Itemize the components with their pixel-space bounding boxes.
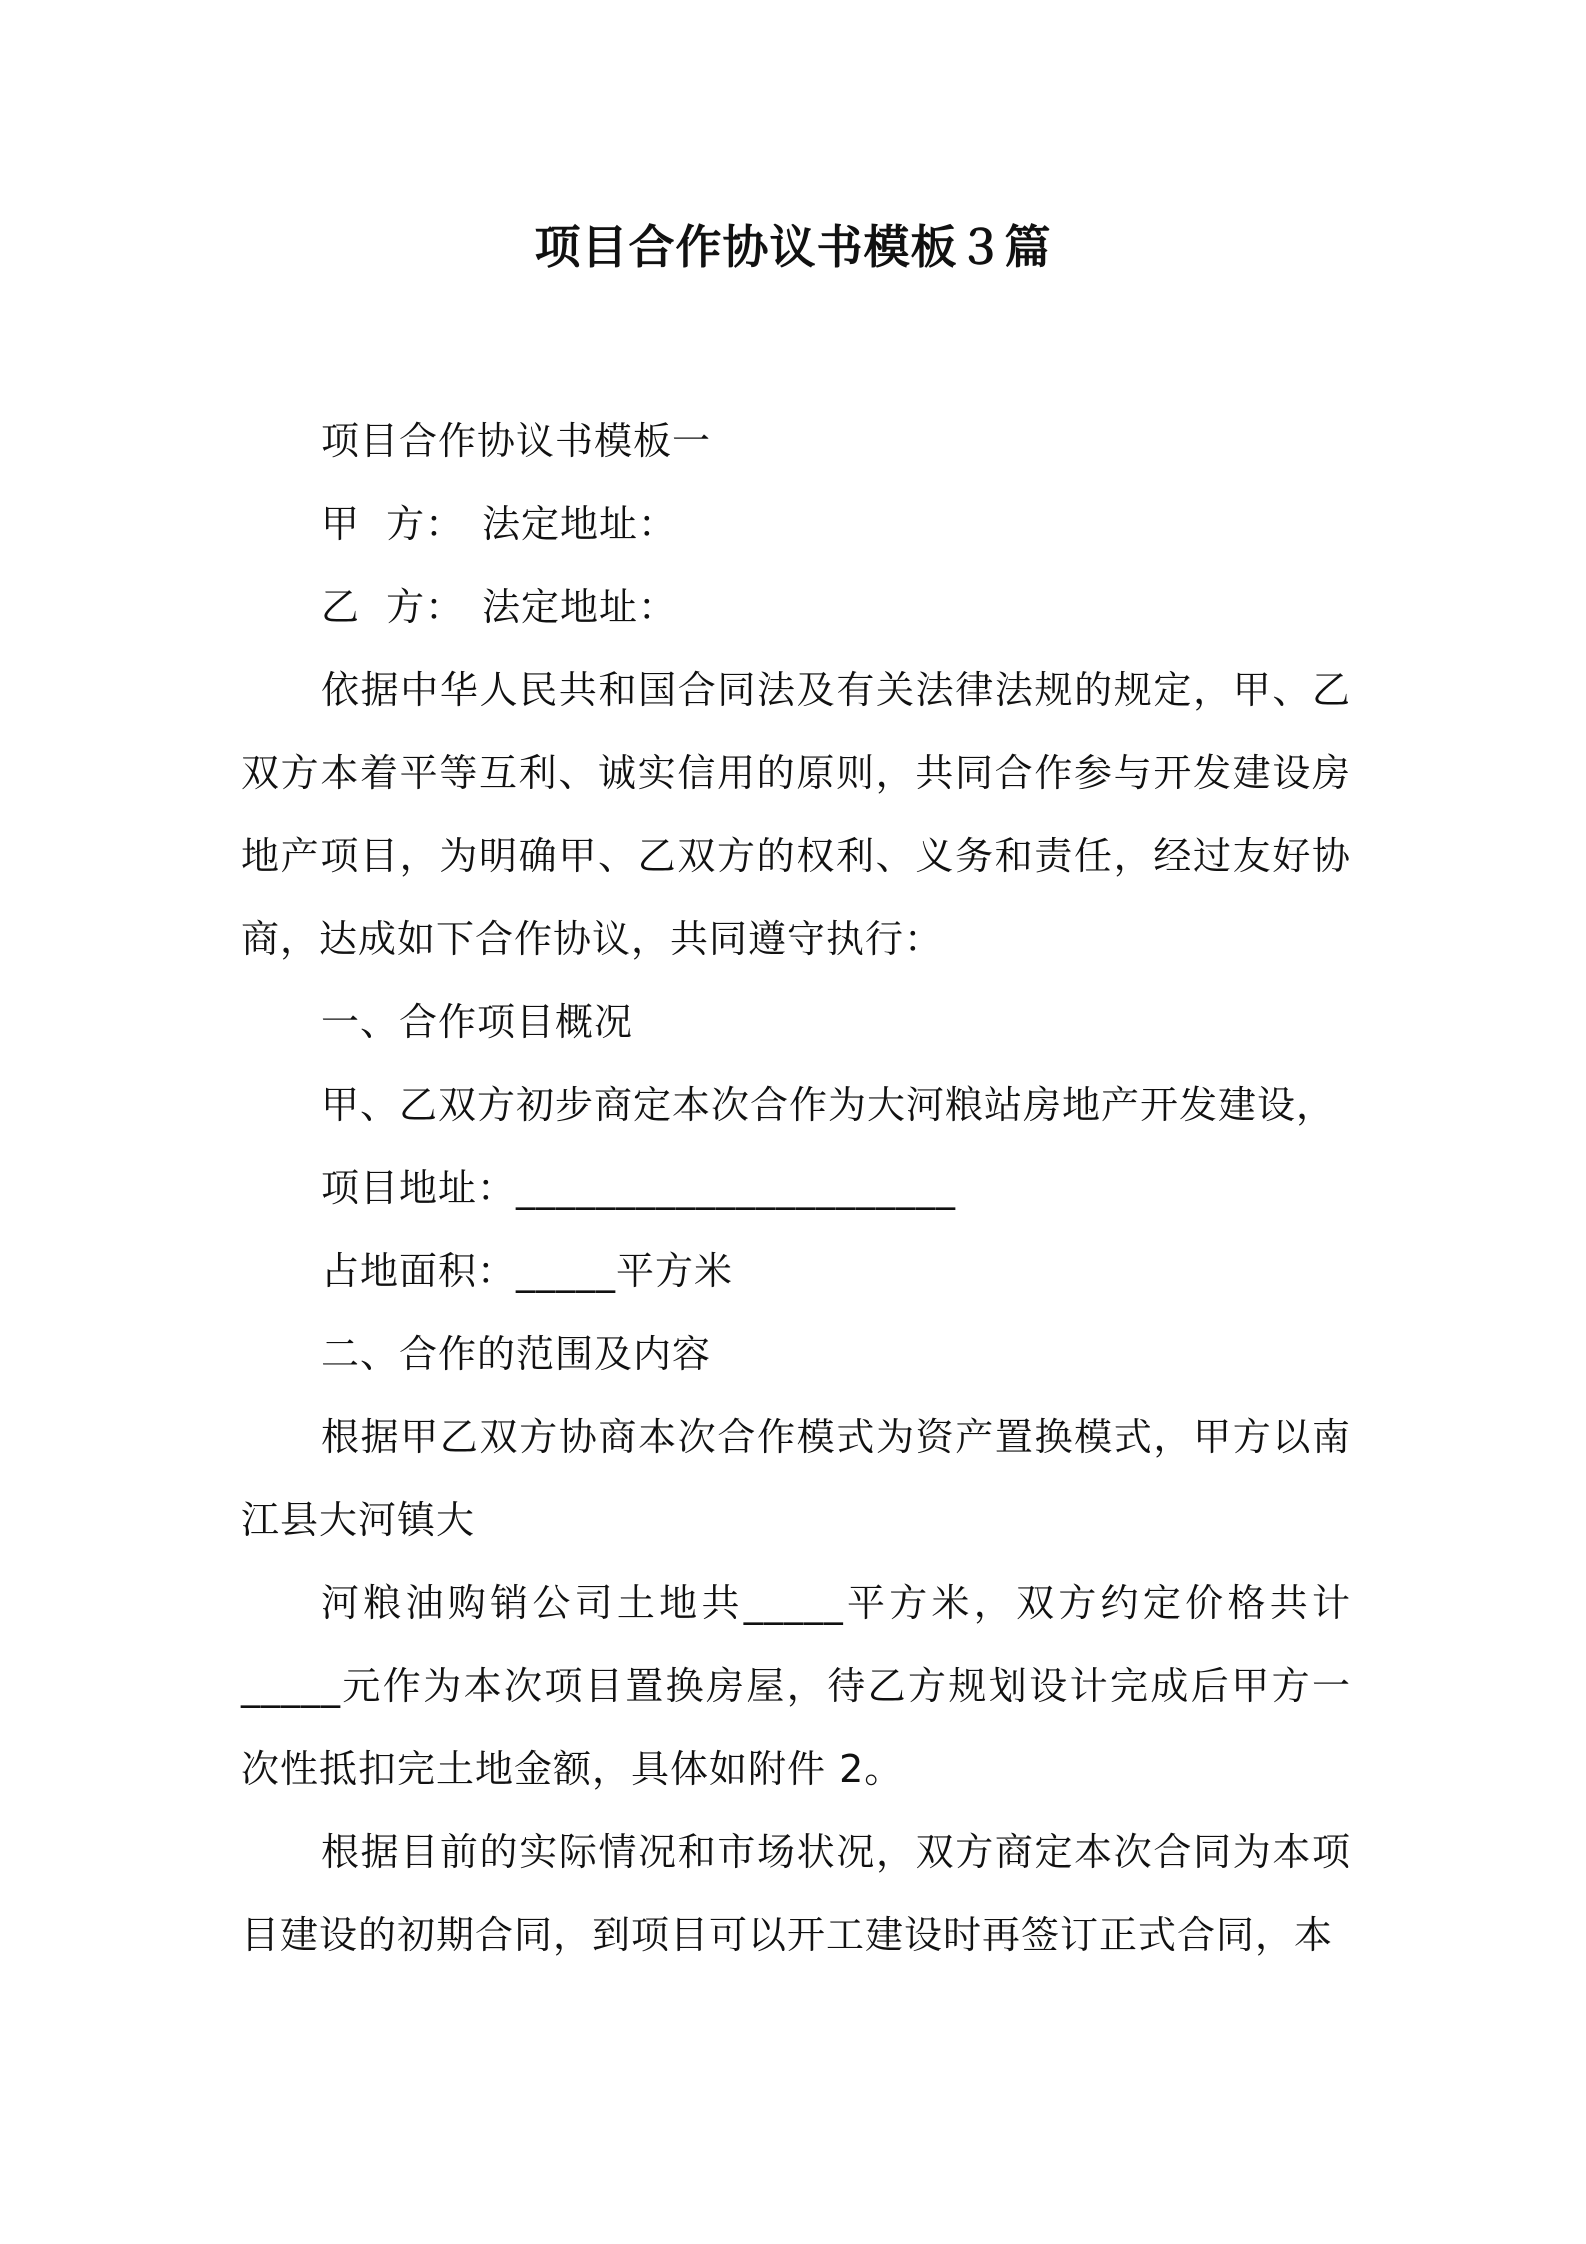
party-b-address: 法定地址： <box>482 585 678 629</box>
section2-body-2: 河粮油购销公司土地共_____平方米，双方约定价格共计_____元作为本次项目置换房屋，待乙方规划设计完成后甲方一次性抵扣完土地金额，具体如附件 2。 <box>241 1581 1351 1791</box>
section1-body: 甲、乙双方初步商定本次合作为大河粮站房地产开发建设， <box>321 1083 1336 1127</box>
document-body <box>241 400 1351 1977</box>
section2-body-3: 根据目前的实际情况和市场状况，双方商定本次合同为本项目建设的初期合同，到项目可以开工建设时再签订正式合同，本 <box>241 1830 1351 1957</box>
party-a-label: 甲 方： <box>321 502 465 546</box>
document-title: 项目合作协议书模板３篇 <box>534 220 1052 274</box>
section2-body-1: 根据甲乙双方协商本次合作模式为资产置换模式，甲方以南江县大河镇大 <box>241 1415 1351 1542</box>
subtitle: 项目合作协议书模板一 <box>321 419 712 463</box>
section2-heading: 二、合作的范围及内容 <box>321 1332 712 1376</box>
party-a-line <box>241 483 1351 566</box>
section1-heading: 一、合作项目概况 <box>321 1000 634 1044</box>
party-b-line <box>241 566 1351 649</box>
party-a-address: 法定地址： <box>482 502 678 546</box>
intro-paragraph: 依据中华人民共和国合同法及有关法律法规的规定，甲、乙双方本着平等互利、诚实信用的原则，共同合作参与开发建设房地产项目，为明确甲、乙双方的权利、义务和责任，经过友好协商，达成如下合作协议，共同遵守执行： <box>241 668 1351 961</box>
land-area-line: 占地面积：_____平方米 <box>321 1249 734 1293</box>
project-address-line: 项目地址：______________________ <box>321 1166 957 1210</box>
party-b-label: 乙 方： <box>321 585 465 629</box>
